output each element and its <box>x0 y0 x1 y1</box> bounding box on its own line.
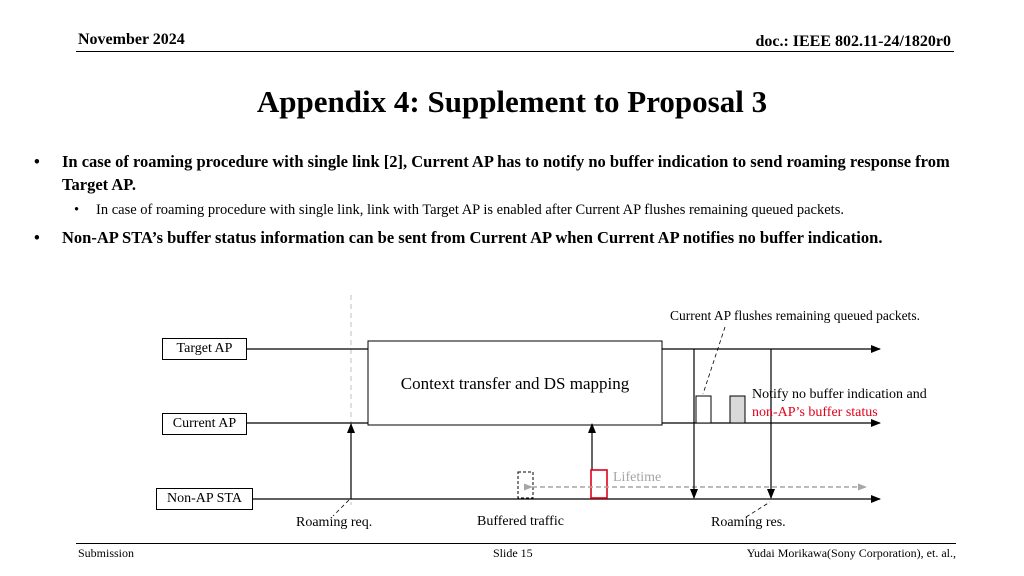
sub-bullet-1 <box>34 200 994 220</box>
flush-box <box>696 396 711 423</box>
roaming-req-pointer <box>333 500 349 516</box>
entity-label-non-ap-sta: Non-AP STA <box>156 488 253 510</box>
bullet-dot: • <box>74 202 80 218</box>
header-doc-id: doc.: IEEE 802.11-24/1820r0 <box>755 33 951 50</box>
entity-label-target-ap: Target AP <box>162 338 247 360</box>
bullet-list <box>34 150 994 253</box>
header-date: November 2024 <box>78 31 185 48</box>
lifetime-label: Lifetime <box>613 470 662 485</box>
slide-title: Appendix 4: Supplement to Proposal 3 <box>256 84 768 119</box>
footer-slide-number: Slide 15 <box>493 546 533 560</box>
notify-note-line2: non-AP’s buffer status <box>752 405 878 420</box>
roaming-res-label: Roaming res. <box>711 515 786 530</box>
bullet-2 <box>34 226 994 249</box>
footer-author: Yudai Morikawa(Sony Corporation), et. al., <box>746 546 956 560</box>
buffered-traffic-dashed-box <box>518 472 533 498</box>
sequence-diagram <box>0 290 1024 540</box>
entity-label-current-ap: Current AP <box>162 413 247 435</box>
roaming-req-label: Roaming req. <box>296 515 373 530</box>
bullet-1 <box>34 150 994 196</box>
bullet-dot: • <box>34 152 40 171</box>
header-rule <box>76 51 954 52</box>
footer-rule <box>76 543 956 544</box>
notify-box <box>730 396 745 423</box>
footer-submission: Submission <box>78 546 135 560</box>
bullet-dot: • <box>34 228 40 247</box>
context-transfer-label: Context transfer and DS mapping <box>400 374 630 393</box>
notify-note-line1: Notify no buffer indication and <box>752 387 927 402</box>
flush-note: Current AP flushes remaining queued packets. <box>670 308 920 323</box>
lifetime-red-box <box>591 470 607 498</box>
bullet-1-text: In case of roaming procedure with single link [2], Current AP has to notify no buffer indication to send roaming response from Target AP. <box>62 152 950 194</box>
bullet-2-text: Non-AP STA’s buffer status information can be sent from Current AP when Current AP notifies no buffer indication. <box>62 228 883 247</box>
buffered-traffic-label: Buffered traffic <box>477 514 564 529</box>
sub-bullet-1-text: In case of roaming procedure with single link, link with Target AP is enabled after Current AP flushes remaining queued packets. <box>96 202 844 218</box>
flush-pointer <box>703 327 725 394</box>
